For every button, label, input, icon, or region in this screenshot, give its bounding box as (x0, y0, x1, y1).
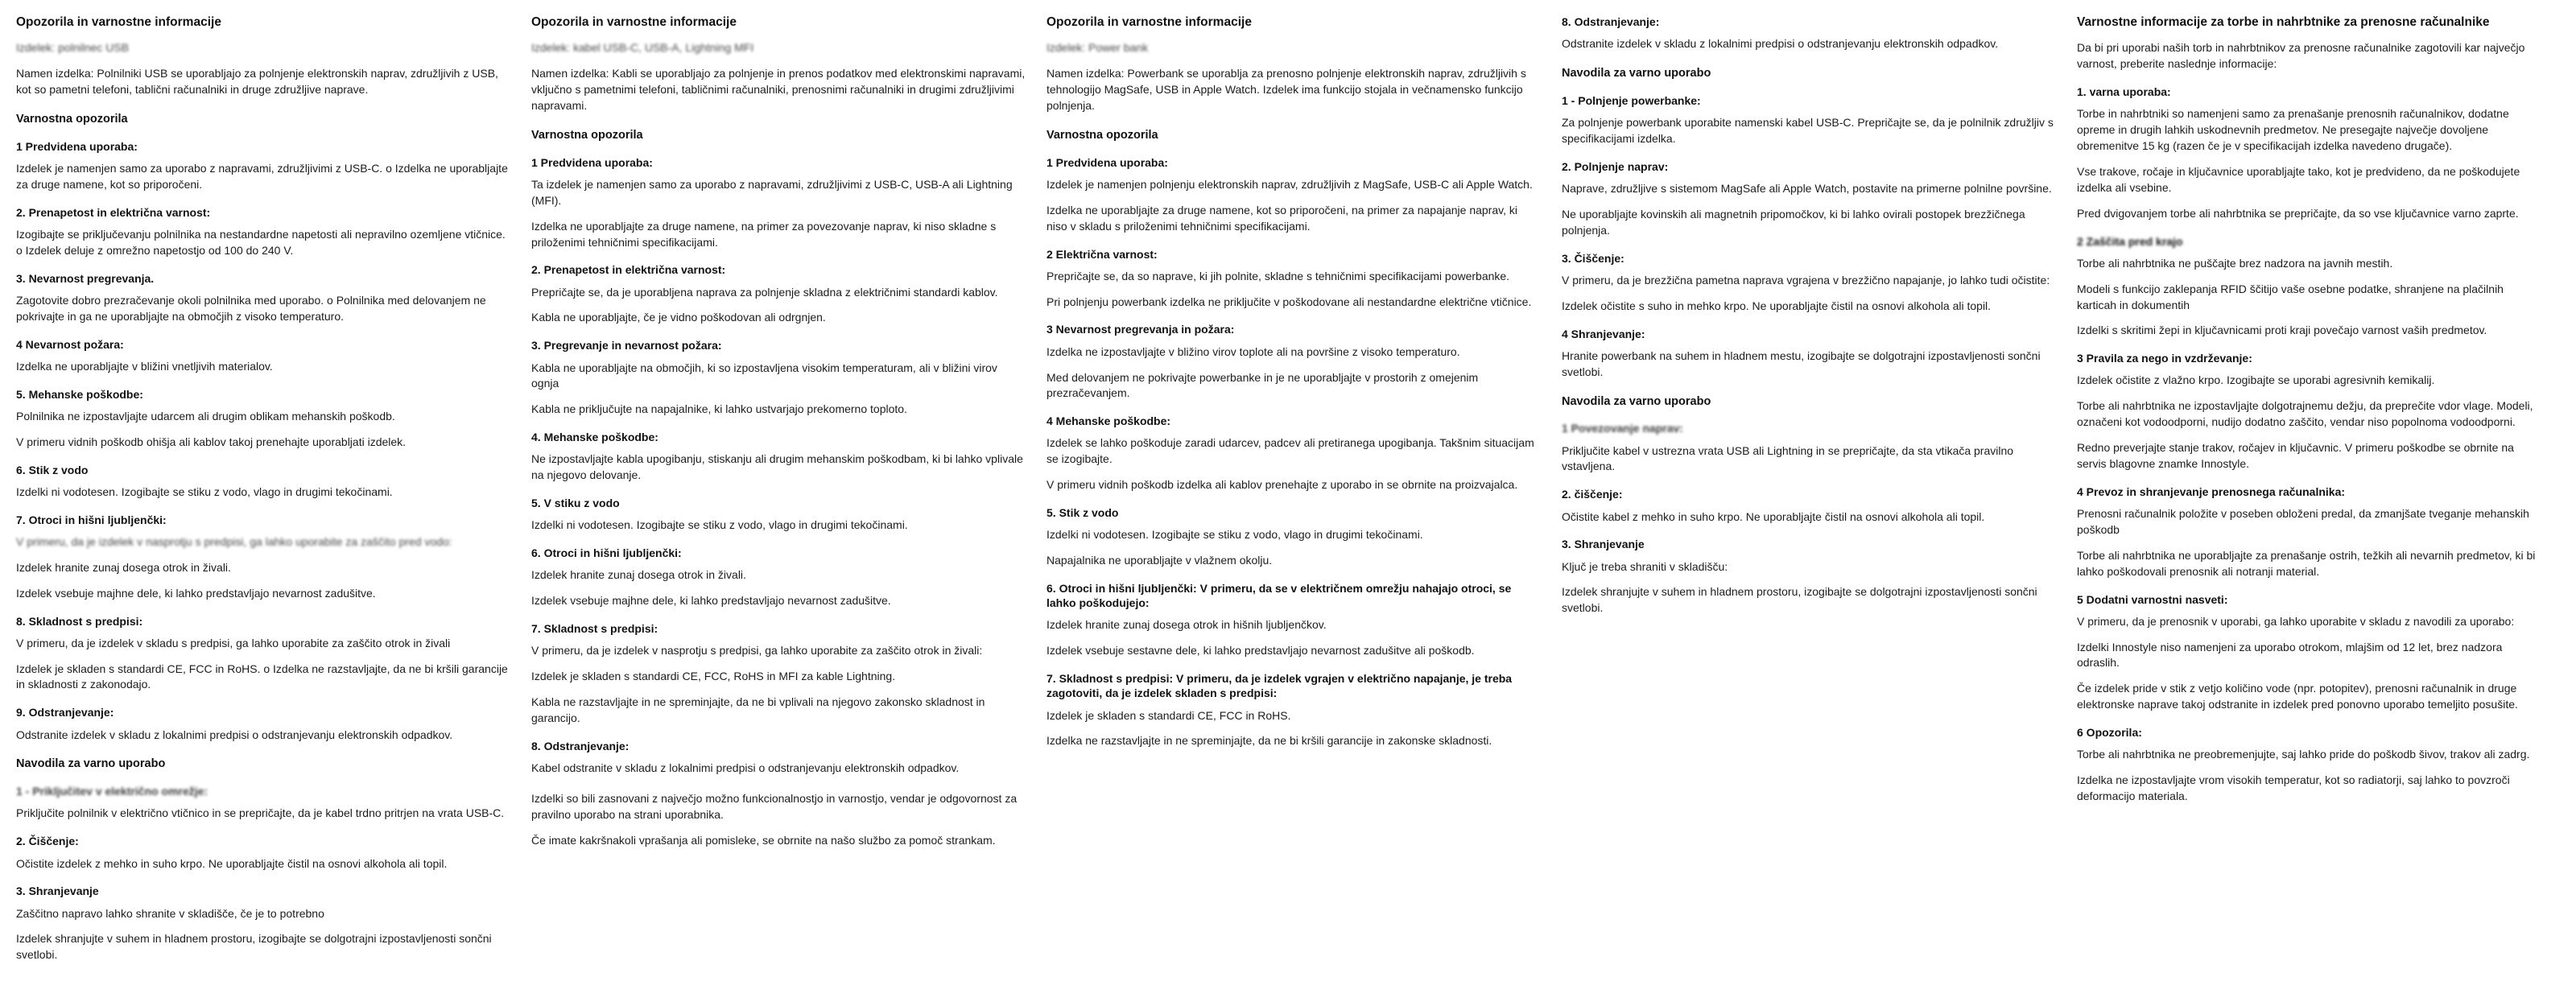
intro-paragraph: Da bi pri uporabi naših torb in nahrbtnikov za prenosne računalnike zagotovili kar največjo varnost, preberite naslednje informacije: (2077, 41, 2525, 71)
section-paragraph: V primeru vidnih poškodb izdelka ali kablov prenehajte z uporabo in se obrnite na proizvajalca. (1046, 478, 1518, 492)
section-title: 3 Pravila za nego in vzdrževanje: (2077, 352, 2252, 365)
section-paragraph: Izdelki s skritimi žepi in ključavnicami proti kraji povečajo varnost vaših predmetov. (2077, 324, 2487, 337)
column-backpack (2074, 14, 2557, 1006)
section-title: 8. Odstranjevanje: (531, 739, 630, 752)
section-paragraph: Izdelek je namenjen polnjenju elektronskih naprav, združljivih z MagSafe, USB-C ali Apple Watch. (1046, 177, 1533, 191)
section-paragraph: Pred dvigovanjem torbe ali nahrbtnika se prepričajte, da so vse ključavnice varno zaprte. (2077, 206, 2519, 220)
section-title: 5. Mehanske poškodbe: (16, 387, 143, 401)
usage-section-title: 1 - Priključitev v električno omrežje: (16, 785, 208, 798)
warnings-heading: Varnostna opozorila (1046, 128, 1158, 142)
section-title: 6. Otroci in hišni ljubljenčki: (531, 546, 682, 560)
section-paragraph: Izdelek hranite zunaj dosega otrok in živali. (531, 568, 746, 582)
usage-section-paragraph: Ne uporabljajte kovinskih ali magnetnih pripomočkov, ki bi lahko ovirali postopek brezžičnega polnjenja. (1562, 207, 2025, 237)
usage-section-title: 3. Shranjevanje (1562, 538, 1645, 551)
intro-paragraph: Namen izdelka: Powerbank se uporablja za prenosno polnjenje elektronskih naprav, združljivih s tehnologijo MagSafe, USB in Apple Watch. Izdelek ima funkcijo stojala in večnamensko funkcijo polnjenja. (1046, 67, 1526, 112)
section-paragraph: Pri polnjenju powerbank izdelka ne priključite v poškodovane ali nestandardne električne vtičnice. (1046, 295, 1532, 308)
section-paragraph: Izdelki Innostyle niso namenjeni za uporabo otrokom, mlajšim od 12 let, brez nadzora odraslih. (2077, 640, 2503, 670)
warnings-heading: Varnostna opozorila (16, 113, 128, 126)
section-title: 4 Nevarnost požara: (16, 337, 124, 351)
section-paragraph: Izdelki ni vodotesen. Izogibajte se stiku z vodo, vlago in drugimi tekočinami. (16, 484, 393, 498)
footer-paragraph: Če imate kakršnakoli vprašanja ali pomisleke, se obrnite na našo službo za pomoč strankam. (531, 833, 996, 847)
column-powerbank (1043, 14, 1558, 1006)
section-paragraph: Izdelek vsebuje sestavne dele, ki lahko predstavljajo nevarnost zadušitve ali poškodb. (1046, 644, 1475, 658)
section-title: 7. Skladnost s predpisi: (531, 622, 658, 636)
section-paragraph: Torbe ali nahrbtnika ne preobremenjujte, saj lahko pride do poškodb šivov, trakov ali zadrg. (2077, 748, 2530, 761)
section-title: 6 Opozorila: (2077, 726, 2142, 740)
section-paragraph: Zagotovite dobro prezračevanje okoli polnilnika med uporabo. o Polnilnika med delovanjem ne pokrivajte in ga ne uporabljajte na območjih z visoko temperaturo. (16, 293, 486, 323)
section-paragraph: Polnilnika ne izpostavljajte udarcem ali drugim oblikam mehanskih poškodb. (16, 409, 395, 423)
section-paragraph: Izdelka ne uporabljajte za druge namene, na primer za povezovanje naprav, ki niso skladne s priloženimi tehničnimi specifikacijami. (531, 219, 997, 249)
section-paragraph: Izdelek hranite zunaj dosega otrok in hišnih ljubljenčkov. (1046, 618, 1327, 632)
section-title: 2. Prenapetost in električna varnost: (16, 205, 211, 219)
usage-section-title: 3. Shranjevanje (16, 884, 99, 898)
section-title: 1 Predvidena uporaba: (16, 139, 138, 153)
usage-section-paragraph: V primeru, da je brezžična pametna naprava vgrajena v brezžično napajanje, jo lahko tudi očistite: (1562, 273, 2050, 287)
column-powerbank-usage (1558, 14, 2074, 1006)
section-paragraph: V primeru, da je izdelek v nasprotju s predpisi, ga lahko uporabite za zaščito pred vodo: (16, 534, 452, 548)
section-paragraph: Kabel odstranite v skladu z lokalnimi predpisi o odstranjevanju elektronskih odpadkov. (531, 761, 960, 774)
section-paragraph: V primeru, da je prenosnik v uporabi, ga lahko uporabite v skladu z navodili za uporabo: (2077, 614, 2515, 628)
section-title: 2 Zaščita pred krajo (2077, 234, 2183, 248)
product-line: Izdelek: polnilnec USB (16, 41, 130, 55)
section-paragraph: V primeru vidnih poškodb ohišja ali kablov takoj prenehajte uporabljati izdelek. (16, 435, 407, 448)
section-paragraph: V primeru, da je izdelek v nasprotju s predpisi, ga lahko uporabite za zaščito otrok in živali: (531, 644, 983, 658)
section-title: 5. Stik z vodo (1046, 506, 1119, 520)
usage-section-paragraph: Za polnjenje powerbank uporabite namenski kabel USB-C. Prepričajte se, da je polnilnik združljiv s specifikacijami izdelka. (1562, 116, 2054, 145)
section-paragraph: Izdelek očistite z vlažno krpo. Izogibajte se uporabi agresivnih kemikalij. (2077, 373, 2435, 387)
section-paragraph: Kabla ne priključujte na napajalnike, ki lahko ustvarjajo prekomerno toploto. (531, 402, 907, 416)
usage-section-paragraph: Priključite kabel v ustrezna vrata USB ali Lightning in se prepričajte, da sta vtikača pravilno vstavljena. (1562, 443, 2014, 473)
section-paragraph: Izdelka ne izpostavljajte v bližino virov toplote ali na površine z visoko temperaturo. (1046, 344, 1460, 358)
section-title: 4 Mehanske poškodbe: (1046, 414, 1171, 428)
section-paragraph: Odstranite izdelek v skladu z lokalnimi predpisi o odstranjevanju elektronskih odpadkov. (16, 728, 453, 741)
section-title: 8. Odstranjevanje: (1562, 15, 1660, 28)
section-title: 3 Nevarnost pregrevanja in požara: (1046, 323, 1235, 336)
section-paragraph: Izdelki ni vodotesen. Izogibajte se stiku z vodo, vlago in drugimi tekočinami. (1046, 528, 1423, 542)
section-title: 3. Pregrevanje in nevarnost požara: (531, 339, 722, 353)
section-title: 2. Prenapetost in električna varnost: (531, 263, 726, 277)
section-paragraph: Med delovanjem ne pokrivajte powerbanke in je ne uporabljajte v prostorih z omejenim prezračevanjem. (1046, 370, 1479, 400)
section-paragraph: Prepričajte se, da so naprave, ki jih polnite, skladne s tehničnimi specifikacijami powerbanke. (1046, 269, 1510, 282)
section-paragraph: Torbe in nahrbtniki so namenjeni samo za prenašanje prenosnih računalnikov, dodatne opreme in drugih lahkih uskodnevnih predmetov. Ne presegajte največje dovoljene obremenitve 15 kg (razen če je v specifikacijah izdelka navedeno drugače). (2077, 107, 2509, 153)
section-paragraph: Prepričajte se, da je uporabljena naprava za polnjenje skladna z električnimi standardi kablov. (531, 285, 998, 299)
section-paragraph: Vse trakove, ročaje in ključavnice uporabljajte tako, kot je predvideno, da ne poškodujete izdelka ali vsebine. (2077, 164, 2520, 194)
section-paragraph: Odstranite izdelek v skladu z lokalnimi predpisi o odstranjevanju elektronskih odpadkov. (1562, 37, 1999, 51)
section-paragraph: Izdelek hranite zunaj dosega otrok in živali. (16, 560, 231, 574)
section-title: 6. Otroci in hišni ljubljenčki: V primeru, da se v električnem omrežju nahajajo otroci, se lahko poškodujejo: (1046, 582, 1512, 610)
warnings-heading: Varnostna opozorila (531, 128, 643, 142)
section-title: 7. Otroci in hišni ljubljenčki: (16, 513, 167, 526)
section-paragraph: Izdelek je namenjen samo za uporabo z napravami, združljivimi z USB-C. o Izdelka ne uporabljajte za druge namene, kot so priporočeni. (16, 162, 508, 191)
section-paragraph: Izdelka ne razstavljajte in ne spreminjajte, da ne bi kršili garancije in zakonske skladnosti. (1046, 734, 1492, 748)
section-paragraph: Napajalnika ne uporabljajte v vlažnem okolju. (1046, 554, 1273, 567)
usage-section-title: 2. Polnjenje naprav: (1562, 159, 1669, 173)
usage-section-title: 2. Čiščenje: (16, 835, 79, 848)
intro-paragraph: Namen izdelka: Kabli se uporabljajo za polnjenje in prenos podatkov med elektronskimi napravami, vključno s pametnimi telefoni, tabličnimi računalniki, prenosnimi računalniki in drugimi združljivimi napravami. (531, 67, 1026, 112)
section-title: 8. Skladnost s predpisi: (16, 614, 143, 628)
section-paragraph: Izdelka ne uporabljajte v bližini vnetljivih materialov. (16, 359, 273, 373)
section-paragraph: Izdelek je skladen s standardi CE, FCC in RoHS. o Izdelka ne razstavljajte, da ne bi kršili garancije in skladnosti z zakonodajo. (16, 662, 508, 691)
section-title: 1. varna uporaba: (2077, 85, 2171, 99)
usage-section-paragraph: Izdelek shranjujte v suhem in hladnem prostoru, izogibajte se dolgotrajni izpostavljenosti sončni svetlobi. (1562, 585, 2037, 615)
section-paragraph: Torbe ali nahrbtnika ne uporabljajte za prenašanje ostrih, težkih ali nevarnih predmetov, ki bi lahko poškodovali prenosnik ali notranji material. (2077, 548, 2536, 578)
usage-section-paragraph: Očistite kabel z mehko in suho krpo. Ne uporabljajte čistil na osnovi alkohola ali topil. (1562, 509, 1985, 523)
column-lightning-cable (528, 14, 1043, 1006)
footer-paragraph: Izdelki so bili zasnovani z največjo možno funkcionalnostjo in varnostjo, vendar je odgovornost za pravilno uporabo na strani uporabnika. (531, 791, 1018, 821)
section-paragraph: Izdelek vsebuje majhne dele, ki lahko predstavljajo nevarnost zadušitve. (16, 586, 376, 600)
section-title: 4 Prevoz in shranjevanje prenosnega računalnika: (2077, 484, 2346, 498)
section-paragraph: Izdelek se lahko poškoduje zaradi udarcev, padcev ali pretiranega upogibanja. Takšnim situacijam se izogibajte. (1046, 436, 1534, 466)
section-heading: Opozorila in varnostne informacije (1046, 15, 1252, 29)
section-title: 5 Dodatni varnostni nasveti: (2077, 592, 2228, 606)
section-title: 1 Predvidena uporaba: (531, 155, 653, 169)
section-paragraph: Izdelki ni vodotesen. Izogibajte se stiku z vodo, vlago in drugimi tekočinami. (531, 518, 908, 532)
section-paragraph: Kabla ne uporabljajte, če je vidno poškodovan ali odrgnjen. (531, 311, 826, 324)
usage-section-title: 4 Shranjevanje: (1562, 327, 1645, 340)
usage-section-paragraph: Izdelek shranjujte v suhem in hladnem prostoru, izogibajte se dolgotrajni izpostavljenosti sončni svetlobi. (16, 932, 492, 962)
section-paragraph: Izogibajte se priključevanju polnilnika na nestandardne napetosti ali nepravilno ozemljene vtičnice. o Izdelek deluje z omrežno napetostjo od 100 do 240 V. (16, 227, 506, 257)
usage-section-title: 1 - Polnjenje powerbanke: (1562, 93, 1701, 107)
usage-heading: Navodila za varno uporabo (16, 757, 166, 771)
section-paragraph: Ne izpostavljajte kabla upogibanju, stiskanju ali drugim mehanskim poškodbam, ki bi lahko vplivale na njegovo delovanje. (531, 452, 1023, 482)
section-paragraph: Redno preverjajte stanje trakov, ročajev in ključavnic. V primeru poškodbe se obrnite na servis blagovne znamke Innostyle. (2077, 441, 2514, 470)
intro-paragraph: Namen izdelka: Polnilniki USB se uporabljajo za polnjenje elektronskih naprav, združljivih z USB, kot so pametni telefoni, tablični računalniki in druge združljive naprave. (16, 67, 498, 97)
usage-section-title: 3. Čiščenje: (1562, 251, 1624, 265)
usage-section-paragraph: Izdelek očistite s suho in mehko krpo. Ne uporabljajte čistil na osnovi alkohola ali topil. (1562, 299, 1992, 312)
section-title: 9. Odstranjevanje: (16, 706, 114, 719)
product-line: Izdelek: kabel USB-C, USB-A, Lightning MFI (531, 41, 754, 55)
section-heading: Varnostne informacije za torbe in nahrbtnike za prenosne računalnike (2077, 15, 2490, 29)
usage-section-paragraph: Zaščitno napravo lahko shranite v skladišče, če je to potrebno (16, 906, 324, 920)
section-paragraph: Izdelek je skladen s standardi CE, FCC, RoHS in MFI za kable Lightning. (531, 670, 896, 683)
section-title: 2 Električna varnost: (1046, 247, 1158, 261)
usage-section-paragraph: Naprave, združljive s sistemom MagSafe ali Apple Watch, postavite na primerne polnilne površine. (1562, 182, 2052, 196)
usage-heading-secondary: Navodila za varno uporabo (1562, 394, 1711, 408)
usage-section-paragraph: Očistite izdelek z mehko in suho krpo. Ne uporabljajte čistil na osnovi alkohola ali topil. (16, 856, 448, 870)
section-paragraph: Torbe ali nahrbtnika ne izpostavljajte dolgotrajnemu dežju, da preprečite vdor vlage. Modeli, označeni kot vodoodporni, nudijo dodatno zaščito, vendar niso popolnoma vodoodporni. (2077, 399, 2533, 429)
section-paragraph: Kabla ne uporabljajte na območjih, ki so izpostavljena visokim temperaturam, ali v bližini virov ognja (531, 361, 997, 390)
section-paragraph: Izdelka ne uporabljajte za druge namene, kot so priporočeni, na primer za napajanje naprav, ki niso v skladu s priloženimi tehničnimi specifikacijami. (1046, 203, 1517, 233)
usage-section-title: 2. čiščenje: (1562, 488, 1623, 501)
section-paragraph: Izdelek vsebuje majhne dele, ki lahko predstavljajo nevarnost zadušitve. (531, 594, 891, 608)
section-paragraph: Izdelka ne izpostavljajte vrom visokih temperatur, kot so radiatorji, saj lahko to povzroči deformacijo materiala. (2077, 773, 2510, 802)
section-paragraph: Izdelek je skladen s standardi CE, FCC in RoHS. (1046, 708, 1291, 722)
section-paragraph: Ta izdelek je namenjen samo za uporabo z napravami, združljivimi z USB-C, USB-A ali Lightning (MFI). (531, 177, 1013, 207)
section-paragraph: V primeru, da je izdelek v skladu s predpisi, ga lahko uporabite za zaščito otrok in živali (16, 636, 451, 649)
section-paragraph: Modeli s funkcijo zaklepanja RFID ščitijo vaše osebne podatke, shranjene na plačilnih karticah in dokumentih (2077, 282, 2504, 311)
usage-section-paragraph: Hranite powerbank na suhem in hladnem mestu, izogibajte se dolgotrajni izpostavljenosti sončni svetlobi. (1562, 348, 2041, 378)
section-paragraph: Torbe ali nahrbtnika ne puščajte brez nadzora na javnih mestih. (2077, 256, 2393, 270)
section-title: 3. Nevarnost pregrevanja. (16, 271, 155, 285)
section-title: 5. V stiku z vodo (531, 497, 620, 510)
section-heading: Opozorila in varnostne informacije (16, 15, 221, 29)
column-usb-c-charger (13, 14, 528, 1006)
section-paragraph: Prenosni računalnik položite v poseben obloženi predal, da zmanjšate tveganje mehanskih poškodb (2077, 507, 2529, 536)
section-heading: Opozorila in varnostne informacije (531, 15, 737, 29)
section-paragraph: Če izdelek pride v stik z vetjo količino vode (npr. potopitev), prenosni računalnik in druge elektronske naprave takoj odstranite in izdelek pred ponovno uporabo temeljito posušite. (2077, 682, 2518, 711)
product-line: Izdelek: Power bank (1046, 41, 1149, 55)
section-title: 4. Mehanske poškodbe: (531, 431, 658, 444)
usage-section-title: 1 Povezovanje naprav: (1562, 422, 1683, 435)
usage-section-paragraph: Ključ je treba shraniti v skladišču: (1562, 559, 1728, 573)
section-title: 6. Stik z vodo (16, 463, 89, 476)
section-paragraph: Kabla ne razstavljajte in ne spreminjajte, da ne bi vplivali na njegovo zakonsko skladnost in garancijo. (531, 695, 985, 724)
usage-heading: Navodila za varno uporabo (1562, 67, 1711, 80)
section-title: 1 Predvidena uporaba: (1046, 155, 1168, 169)
section-title: 7. Skladnost s predpisi: V primeru, da je izdelek vgrajen v električno napajanje, je treba zagotoviti, da je izdelek skladen s predpisi: (1046, 672, 1513, 700)
usage-section-paragraph: Priključite polnilnik v električno vtičnico in se prepričajte, da je kabel trdno pritrjen na vrata USB-C. (16, 806, 505, 820)
